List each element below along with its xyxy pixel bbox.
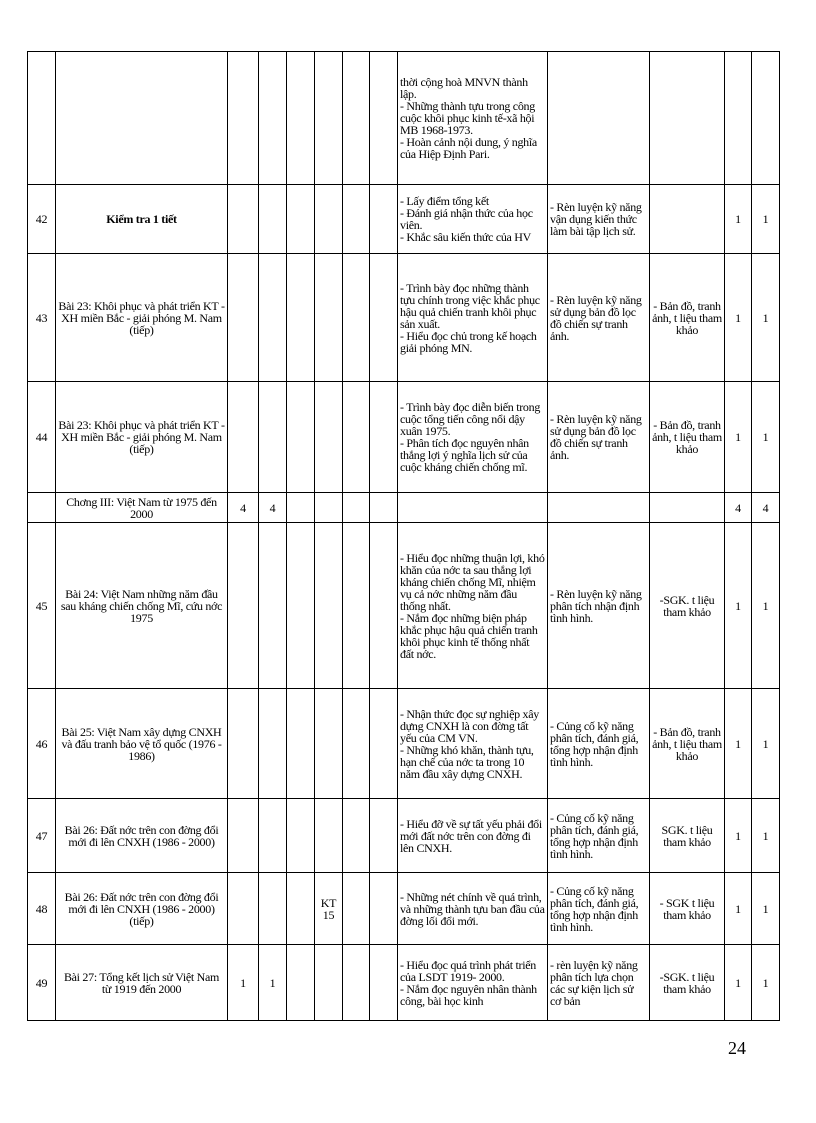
materials-cell: - Bản đồ, tranh ảnh, t liệu tham khảo [650, 254, 725, 382]
period-count-cell: 1 [259, 945, 287, 1021]
lesson-number-cell: 42 [28, 185, 56, 254]
skills-cell [548, 254, 650, 382]
objective-line: - Hoàn cảnh nội dung, ý nghĩa của Hiệp Định Pari. [400, 135, 537, 161]
objective-line: thời cộng hoà MNVN thành lập. [400, 75, 528, 101]
period-count-cell [343, 185, 370, 254]
period-count-cell [370, 382, 398, 493]
total-cell: 1 [752, 254, 780, 382]
objective-line: - Những khó khăn, thành tựu, hạn chế của nớc ta trong 10 năm đầu xây dựng CNXH. [400, 742, 534, 781]
skills-cell [548, 873, 650, 945]
period-count-cell [259, 689, 287, 799]
skills-cell [548, 493, 650, 523]
lesson-number-cell: 46 [28, 689, 56, 799]
period-count-cell [228, 185, 259, 254]
objective-line: - Lấy điểm tổng kết [400, 194, 489, 208]
objective-line: - Đánh giá nhận thức của học viên. [400, 206, 533, 232]
skill-line: - Rèn luyện kỹ năng vận dụng kiến thức làm bài tập lịch sử. [550, 200, 642, 238]
skills-cell [548, 52, 650, 185]
period-count-cell [370, 873, 398, 945]
period-count-cell [287, 799, 315, 873]
period-count-cell [343, 493, 370, 523]
objectives-cell [398, 945, 548, 1021]
table-row [28, 493, 780, 523]
table-row [28, 382, 780, 493]
table-row [28, 945, 780, 1021]
period-count-cell [343, 945, 370, 1021]
period-count-cell [259, 382, 287, 493]
objective-line: - Trình bày đọc diễn biến trong cuộc tổng tiến công nổi dậy xuân 1975. [400, 400, 541, 438]
lesson-title-cell: Bài 23: Khôi phục và phát triển KT - XH miền Bắc - giải phóng M. Nam (tiếp) [56, 254, 228, 382]
period-count-cell [315, 799, 343, 873]
objectives-cell [398, 52, 548, 185]
objectives-cell [398, 254, 548, 382]
lesson-title-cell: Bài 25: Việt Nam xây dựng CNXH và đấu tranh bảo vệ tổ quốc (1976 - 1986) [56, 689, 228, 799]
materials-cell: SGK. t liệu tham khảo [650, 799, 725, 873]
period-count-cell [315, 523, 343, 689]
period-count-cell [370, 689, 398, 799]
objective-line: - Hiểu đọc quá trình phát triển của LSDT 1919- 2000. [400, 957, 536, 984]
period-count-cell [343, 689, 370, 799]
skill-line: - rèn luyện kỹ năng phân tích lựa chọn các sự kiện lịch sử cơ bản [550, 957, 638, 1008]
period-count-cell: 4 [259, 493, 287, 523]
lesson-title-cell: Bài 24: Việt Nam những năm đầu sau kháng chiến chống Mĩ, cứu nớc 1975 [56, 523, 228, 689]
objectives-cell [398, 493, 548, 523]
lesson-title-cell: Kiểm tra 1 tiết [56, 185, 228, 254]
total-cell: 1 [752, 382, 780, 493]
period-count-cell [259, 873, 287, 945]
lesson-number-cell: 45 [28, 523, 56, 689]
total-cell: 1 [725, 185, 752, 254]
lesson-title-cell [56, 52, 228, 185]
total-cell: 1 [752, 873, 780, 945]
materials-cell [650, 52, 725, 185]
skill-line: - Rèn luyện kỹ năng sử dụng bản đồ lọc đồ chiến sự tranh ảnh. [550, 292, 642, 343]
objective-line: - Hiểu đọc chủ trong kế hoạch giải phóng MN. [400, 328, 537, 355]
period-count-cell [287, 52, 315, 185]
period-count-cell [287, 945, 315, 1021]
period-count-cell: 4 [228, 493, 259, 523]
period-count-cell [315, 493, 343, 523]
objective-line: - Nắm đọc những biện pháp khắc phục hậu quả chiến tranh khôi phục kinh tế thống nhất đất nớc. [400, 610, 538, 661]
total-cell: 1 [725, 689, 752, 799]
objectives-cell [398, 523, 548, 689]
period-count-cell [370, 185, 398, 254]
objective-line: - Khắc sâu kiến thức của HV [400, 230, 532, 244]
objectives-cell [398, 382, 548, 493]
total-cell: 1 [725, 799, 752, 873]
materials-cell: -SGK. t liệu tham khảo [650, 945, 725, 1021]
objective-line: - Nắm đọc nguyên nhân thành công, bài học kinh [400, 981, 537, 1008]
lesson-number-cell [28, 52, 56, 185]
objective-line: - Hiểu đỡ về sự tất yếu phải đổi mới đất nớc trên con đờng đi lên CNXH. [400, 816, 542, 855]
total-cell: 1 [725, 873, 752, 945]
materials-cell: - Bản đồ, tranh ảnh, t liệu tham khảo [650, 382, 725, 493]
period-count-cell [343, 254, 370, 382]
period-count-cell [287, 523, 315, 689]
objective-line: - Phân tích đọc nguyên nhân thắng lợi ý nghĩa lịch sử của cuộc kháng chiến chống mĩ. [400, 436, 529, 474]
total-cell: 1 [725, 382, 752, 493]
period-count-cell [370, 945, 398, 1021]
objective-line: - Trình bày đọc những thành tựu chính trong việc khắc phục hậu quả chiến tranh khôi phục sản xuất. [400, 280, 540, 331]
period-count-cell [287, 185, 315, 254]
period-count-cell [287, 873, 315, 945]
period-count-cell [315, 382, 343, 493]
total-cell: 1 [752, 689, 780, 799]
materials-cell [650, 185, 725, 254]
period-count-cell [315, 689, 343, 799]
period-count-cell [287, 689, 315, 799]
period-count-cell [370, 52, 398, 185]
period-count-cell [370, 523, 398, 689]
table-row [28, 523, 780, 689]
table-row [28, 873, 780, 945]
period-count-cell [228, 254, 259, 382]
lesson-title-cell: Chơng III: Việt Nam từ 1975 đến 2000 [56, 493, 228, 523]
skill-line: - Củng cố kỹ năng phân tích, đánh giá, tổng hợp nhận định tình hình. [550, 810, 639, 861]
objective-line: - Những thành tựu trong công cuộc khôi phục kinh tế-xã hội MB 1968-1973. [400, 99, 535, 137]
lesson-number-cell: 44 [28, 382, 56, 493]
lesson-title-cell: Bài 27: Tổng kết lịch sử Việt Nam từ 1919 đến 2000 [56, 945, 228, 1021]
period-count-cell [287, 382, 315, 493]
period-count-cell [228, 382, 259, 493]
table-row [28, 185, 780, 254]
skill-line: - Rèn luyện kỹ năng sử dụng bản đồ lọc đồ chiến sự tranh ảnh. [550, 412, 642, 462]
lesson-title-cell: Bài 26: Đất nớc trên con đờng đổi mới đi lên CNXH (1986 - 2000) [56, 799, 228, 873]
lesson-number-cell: 49 [28, 945, 56, 1021]
materials-cell [650, 493, 725, 523]
total-cell [725, 52, 752, 185]
materials-cell: - Bản đồ, tranh ảnh, t liệu tham khảo [650, 689, 725, 799]
period-count-cell [228, 689, 259, 799]
total-cell: 1 [752, 799, 780, 873]
period-count-cell [287, 254, 315, 382]
table-row [28, 52, 780, 185]
total-cell: 1 [752, 523, 780, 689]
lesson-number-cell [28, 493, 56, 523]
period-count-cell [343, 523, 370, 689]
objective-line: - Hiểu đọc những thuận lợi, khó khăn của nớc ta sau thắng lợi kháng chiến chống Mĩ, nhiệm vụ cả nớc những năm đầu thống nhất. [400, 550, 545, 613]
objective-line: - Nhận thức đọc sự nghiệp xây dựng CNXH là con đờng tất yếu của CM VN. [400, 706, 539, 745]
total-cell: 1 [752, 185, 780, 254]
skill-line: - Củng cố kỹ năng phân tích, đánh giá, tổng hợp nhận định tình hình. [550, 883, 639, 934]
period-count-cell [259, 254, 287, 382]
period-count-cell [228, 523, 259, 689]
skills-cell [548, 689, 650, 799]
objectives-cell [398, 185, 548, 254]
skills-cell [548, 382, 650, 493]
period-count-cell [370, 799, 398, 873]
period-count-cell [228, 52, 259, 185]
table-row [28, 254, 780, 382]
lesson-title-cell: Bài 26: Đất nớc trên con đờng đổi mới đi lên CNXH (1986 - 2000) (tiếp) [56, 873, 228, 945]
period-count-cell [315, 945, 343, 1021]
total-cell: 4 [752, 493, 780, 523]
period-count-cell [343, 382, 370, 493]
total-cell: 4 [725, 493, 752, 523]
period-count-cell [259, 799, 287, 873]
total-cell: 1 [725, 254, 752, 382]
objectives-cell [398, 689, 548, 799]
total-cell: 1 [725, 523, 752, 689]
objective-line: - Những nét chính về quá trình, và những thành tựu ban đầu của đờng lối đổi mới. [400, 889, 545, 928]
period-count-cell: 1 [228, 945, 259, 1021]
period-count-cell: KT 15 [315, 873, 343, 945]
period-count-cell [370, 493, 398, 523]
period-count-cell [370, 254, 398, 382]
period-count-cell [315, 254, 343, 382]
lesson-title-cell: Bài 23: Khôi phục và phát triển KT - XH miền Bắc - giải phóng M. Nam (tiếp) [56, 382, 228, 493]
skills-cell [548, 185, 650, 254]
objectives-cell [398, 799, 548, 873]
total-cell [752, 52, 780, 185]
lesson-plan-table [27, 51, 780, 1021]
skills-cell [548, 945, 650, 1021]
period-count-cell [315, 185, 343, 254]
period-count-cell [287, 493, 315, 523]
period-count-cell [259, 52, 287, 185]
period-count-cell [259, 523, 287, 689]
period-count-cell [228, 873, 259, 945]
table-row [28, 799, 780, 873]
period-count-cell [228, 799, 259, 873]
lesson-number-cell: 47 [28, 799, 56, 873]
lesson-number-cell: 43 [28, 254, 56, 382]
page-number: 24 [728, 1038, 746, 1058]
skill-line: - Củng cố kỹ năng phân tích, đánh giá, tổng hợp nhận định tình hình. [550, 718, 639, 769]
skills-cell [548, 799, 650, 873]
period-count-cell [343, 52, 370, 185]
table-row [28, 689, 780, 799]
period-count-cell [343, 873, 370, 945]
lesson-number-cell: 48 [28, 873, 56, 945]
period-count-cell [259, 185, 287, 254]
objectives-cell [398, 873, 548, 945]
period-count-cell [315, 52, 343, 185]
skill-line: - Rèn luyện kỹ năng phân tích nhận định tình hình. [550, 586, 642, 625]
materials-cell: - SGK t liệu tham khảo [650, 873, 725, 945]
skills-cell [548, 523, 650, 689]
total-cell: 1 [725, 945, 752, 1021]
materials-cell: -SGK. t liệu tham khảo [650, 523, 725, 689]
period-count-cell [343, 799, 370, 873]
total-cell: 1 [752, 945, 780, 1021]
